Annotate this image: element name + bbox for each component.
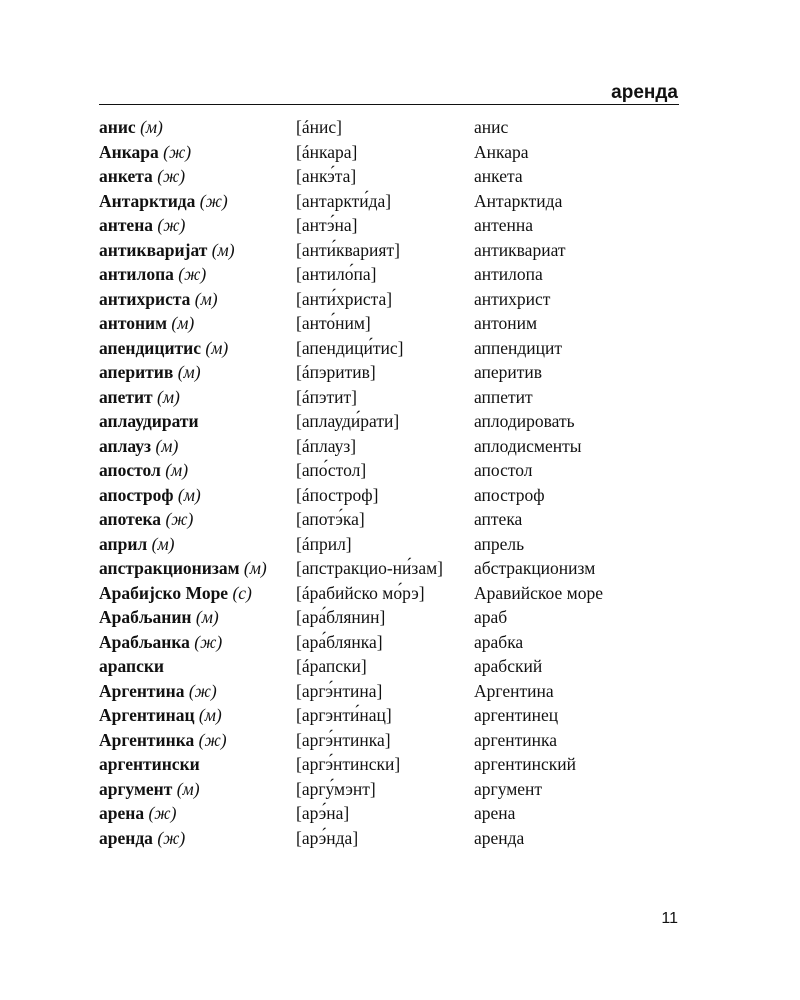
headword-cell: [99, 485, 296, 505]
translation: анис: [474, 117, 509, 137]
headword-cell: [99, 656, 296, 676]
headword-cell: [99, 411, 296, 431]
headword-cell: [99, 583, 296, 603]
translation: аперитив: [474, 362, 543, 382]
gender-marker: (ж): [194, 631, 223, 652]
dictionary-entry: [99, 189, 679, 214]
headword: Анкара: [99, 141, 159, 162]
gender-marker: (ж): [199, 190, 228, 211]
headword: Аргентинац: [99, 705, 195, 725]
transcription: [ара́блянин]: [296, 607, 386, 627]
dictionary-entries: [99, 115, 679, 850]
dictionary-entry: [99, 287, 679, 312]
transcription: [арэ́на]: [296, 803, 350, 823]
headword: антена: [99, 215, 154, 235]
headword-cell: [99, 191, 296, 211]
headword-cell: [99, 215, 296, 235]
headword-cell: [99, 681, 296, 701]
dictionary-entry: [99, 654, 679, 679]
headword-cell: [99, 730, 296, 750]
translation: антилопа: [474, 264, 543, 284]
headword-cell: [99, 436, 296, 456]
dictionary-entry: [99, 140, 679, 165]
headword: Аргентинка: [99, 729, 195, 750]
translation: антихрист: [474, 288, 551, 309]
gender-marker: (м): [211, 239, 235, 260]
transcription: [антэ́на]: [296, 215, 358, 235]
headword: антикваријат: [99, 239, 208, 260]
translation: Аргентина: [474, 680, 554, 701]
headword-cell: [99, 313, 296, 333]
headword: апостол: [99, 460, 161, 480]
headword-cell: [99, 803, 296, 823]
translation: Аравийское море: [474, 582, 603, 603]
dictionary-entry: [99, 458, 679, 483]
headword-cell: [99, 240, 296, 260]
transcription: [анти́христа]: [296, 288, 393, 309]
dictionary-entry: [99, 679, 679, 704]
gender-marker: (ж): [148, 803, 177, 823]
headword-cell: [99, 387, 296, 407]
headword-cell: [99, 264, 296, 284]
gender-marker: (ж): [163, 141, 192, 162]
headword-cell: [99, 460, 296, 480]
dictionary-entry: [99, 826, 679, 851]
translation: аргумент: [474, 778, 543, 799]
dictionary-entry: [99, 777, 679, 802]
transcription: [áприл]: [296, 533, 352, 554]
gender-marker: (ж): [165, 509, 194, 529]
translation: аптека: [474, 509, 523, 529]
transcription: [антаркти́да]: [296, 190, 392, 211]
transcription: [аргэ́нтински]: [296, 754, 401, 774]
transcription: [áнис]: [296, 117, 342, 137]
headword: апотека: [99, 509, 162, 529]
headword-cell: [99, 779, 296, 799]
headword: арена: [99, 803, 145, 823]
translation: аппетит: [474, 386, 533, 407]
gender-marker: (ж): [188, 680, 217, 701]
dictionary-entry: [99, 311, 679, 336]
transcription: [антило́па]: [296, 264, 377, 284]
headword: аплауз: [99, 435, 152, 456]
dictionary-entry: [99, 434, 679, 459]
headword-cell: [99, 705, 296, 725]
dictionary-entry: [99, 336, 679, 361]
translation: арена: [474, 803, 516, 823]
headword-cell: [99, 828, 296, 848]
dictionary-entry: [99, 703, 679, 728]
gender-marker: (м): [194, 288, 218, 309]
dictionary-entry: [99, 360, 679, 385]
headword: аргумент: [99, 778, 173, 799]
translation: апостол: [474, 460, 533, 480]
gender-marker: (м): [171, 313, 195, 333]
gender-marker: (ж): [157, 166, 186, 186]
translation: аппендицит: [474, 337, 563, 358]
dictionary-entry: [99, 752, 679, 777]
translation: апостроф: [474, 484, 545, 505]
headword: антилопа: [99, 264, 174, 284]
headword: аренда: [99, 827, 153, 848]
dictionary-entry: [99, 556, 679, 581]
headword-cell: [99, 166, 296, 186]
translation: антиквариат: [474, 239, 566, 260]
gender-marker: (м): [243, 558, 267, 578]
dictionary-entry: [99, 581, 679, 606]
translation: Антарктида: [474, 190, 563, 211]
headword: Антарктида: [99, 190, 196, 211]
transcription: [аргэ́нтина]: [296, 680, 383, 701]
gender-marker: (м): [176, 778, 200, 799]
header-rule: [99, 104, 679, 105]
gender-marker: (м): [157, 386, 180, 407]
dictionary-entry: [99, 507, 679, 532]
transcription: [áпэтит]: [296, 386, 357, 407]
headword: анис: [99, 117, 136, 137]
headword: арапски: [99, 656, 165, 676]
transcription: [áпэритив]: [296, 362, 376, 382]
translation: антенна: [474, 215, 534, 235]
headword: апостроф: [99, 484, 174, 505]
translation: арабский: [474, 656, 543, 676]
dictionary-entry: [99, 262, 679, 287]
headword: Арабљанка: [99, 631, 190, 652]
dictionary-entry: [99, 801, 679, 826]
dictionary-entry: [99, 115, 679, 140]
transcription: [аргу́мэнт]: [296, 778, 376, 799]
page-number: 11: [661, 910, 678, 927]
headword: Арабљанин: [99, 607, 192, 627]
translation: аргентинский: [474, 754, 576, 774]
headword: антихриста: [99, 288, 191, 309]
headword: апетит: [99, 386, 153, 407]
headword: аплаудирати: [99, 411, 199, 431]
headword: Аргентина: [99, 680, 185, 701]
headword: анкета: [99, 166, 153, 186]
headword-cell: [99, 632, 296, 652]
gender-marker: (м): [198, 705, 222, 725]
headword: април: [99, 533, 148, 554]
dictionary-entry: [99, 238, 679, 263]
transcription: [анто́ним]: [296, 313, 371, 333]
translation: апрель: [474, 533, 525, 554]
gender-marker: (ж): [198, 729, 227, 750]
headword-cell: [99, 362, 296, 382]
transcription: [аргэ́нтинка]: [296, 729, 391, 750]
gender-marker: (ж): [157, 827, 186, 848]
gender-marker: (м): [151, 533, 175, 554]
gender-marker: (ж): [178, 264, 207, 284]
translation: аплодисменты: [474, 435, 582, 456]
headword-cell: [99, 117, 296, 137]
gender-marker: (м): [195, 607, 219, 627]
translation: абстракционизм: [474, 558, 596, 578]
gender-marker: (с): [232, 582, 252, 603]
headword-cell: [99, 534, 296, 554]
transcription: [апендици́тис]: [296, 337, 404, 358]
translation: аплодировать: [474, 411, 575, 431]
gender-marker: (м): [155, 435, 179, 456]
dictionary-entry: [99, 532, 679, 557]
translation: аргентинец: [474, 705, 559, 725]
transcription: [áрабийско мо́рэ]: [296, 582, 425, 603]
transcription: [аплауди́рати]: [296, 411, 400, 431]
headword-cell: [99, 142, 296, 162]
gender-marker: (м): [177, 362, 201, 382]
headword: антоним: [99, 313, 168, 333]
transcription: [áрапски]: [296, 656, 367, 676]
translation: арабка: [474, 631, 524, 652]
translation: аргентинка: [474, 729, 557, 750]
dictionary-entry: [99, 728, 679, 753]
dictionary-entry: [99, 385, 679, 410]
gender-marker: (м): [140, 117, 163, 137]
transcription: [анкэ́та]: [296, 166, 357, 186]
dictionary-entry: [99, 409, 679, 434]
transcription: [арэ́нда]: [296, 827, 359, 848]
transcription: [áплауз]: [296, 435, 357, 456]
dictionary-entry: [99, 164, 679, 189]
translation: аренда: [474, 827, 525, 848]
translation: Анкара: [474, 141, 529, 162]
headword: аперитив: [99, 362, 174, 382]
transcription: [анти́кварият]: [296, 239, 400, 260]
transcription: [аргэнти́нац]: [296, 705, 392, 725]
dictionary-entry: [99, 483, 679, 508]
translation: анкета: [474, 166, 523, 186]
headword-cell: [99, 509, 296, 529]
transcription: [áнкара]: [296, 141, 358, 162]
running-head: аренда: [611, 82, 678, 103]
headword-cell: [99, 607, 296, 627]
headword-cell: [99, 289, 296, 309]
transcription: [áпостроф]: [296, 484, 379, 505]
headword: апендицитис: [99, 337, 202, 358]
gender-marker: (ж): [157, 215, 186, 235]
headword-cell: [99, 558, 296, 578]
gender-marker: (м): [177, 484, 201, 505]
gender-marker: (м): [165, 460, 189, 480]
transcription: [апо́стол]: [296, 460, 367, 480]
headword: апстракционизам: [99, 558, 240, 578]
headword-cell: [99, 338, 296, 358]
translation: антоним: [474, 313, 538, 333]
gender-marker: (м): [205, 337, 229, 358]
translation: араб: [474, 607, 508, 627]
headword-cell: [99, 754, 296, 774]
dictionary-entry: [99, 630, 679, 655]
transcription: [апотэ́ка]: [296, 509, 365, 529]
dictionary-entry: [99, 605, 679, 630]
transcription: [ара́блянка]: [296, 631, 383, 652]
headword: Арабијско Море: [99, 582, 229, 603]
transcription: [апстракцио-ни́зам]: [296, 558, 443, 578]
headword: аргентински: [99, 754, 200, 774]
dictionary-entry: [99, 213, 679, 238]
